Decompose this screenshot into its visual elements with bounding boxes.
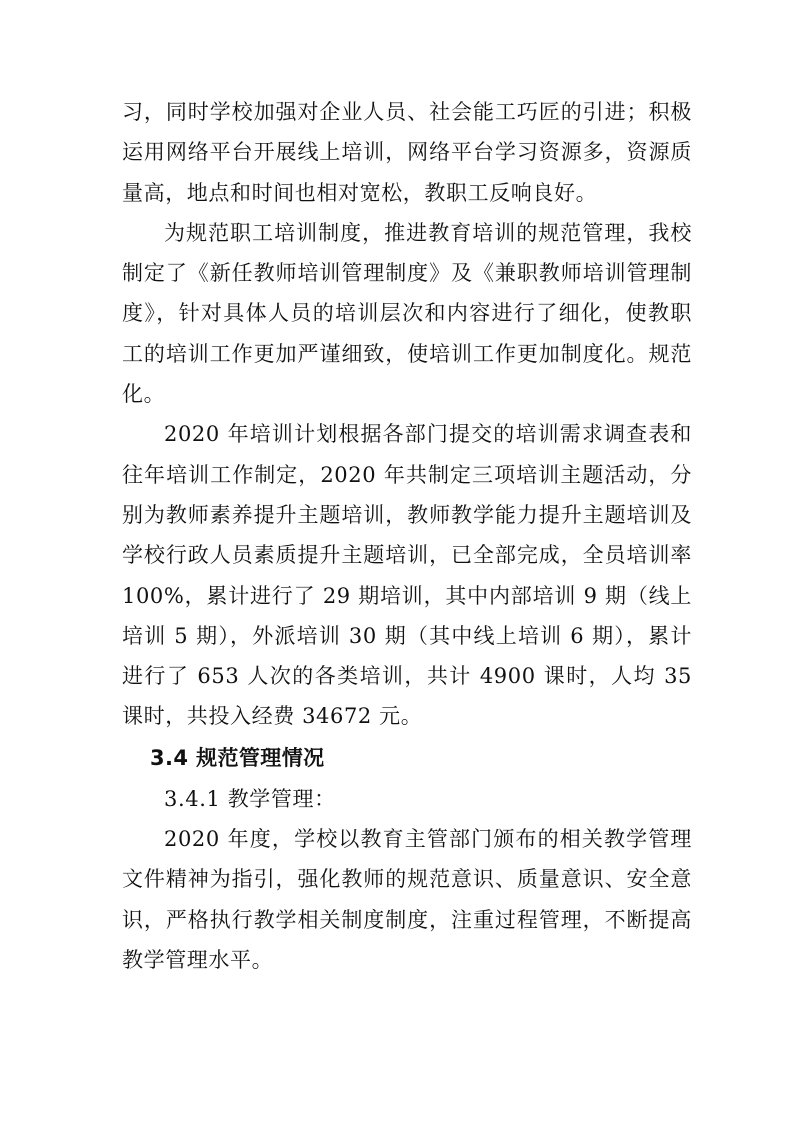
- body-paragraph: 2020 年培训计划根据各部门提交的培训需求调查表和往年培训工作制定，2020 年共制定三项培训主题活动，分别为教师素养提升主题培训，教师教学能力提升主题培训及学校行政人员素质提升主题培训，已全部完成，全员培训率 100%，累计进行了 29 期培训，其中内部培训 9 期（线上培训 5 期），外派培训 30 期（其中线上培训 6 期），累计进行了 653 人次的各类培训，共计 4900 课时，人均 35 课时，共投入经费 34672 元。: [122, 422, 692, 729]
- body-paragraph: 习，同时学校加强对企业人员、社会能工巧匠的引进；积极运用网络平台开展线上培训，网络平台学习资源多，资源质量高，地点和时间也相对宽松，教职工反响良好。: [122, 100, 692, 205]
- section-heading: 3.4 规范管理情况: [150, 745, 325, 770]
- subsection-heading: 3.4.1 教学管理：: [164, 786, 336, 811]
- body-paragraph: 为规范职工培训制度，推进教育培训的规范管理，我校制定了《新任教师培训管理制度》及《兼职教师培训管理制度》，针对具体人员的培训层次和内容进行了细化，使教职工的培训工作更加严谨细致，使培训工作更加制度化。规范化。: [122, 220, 692, 407]
- body-paragraph: 2020 年度，学校以教育主管部门颁布的相关教学管理文件精神为指引，强化教师的规范意识、质量意识、安全意识，严格执行教学相关制度制度，注重过程管理，不断提高教学管理水平。: [122, 827, 692, 972]
- document-page: [122, 92, 692, 980]
